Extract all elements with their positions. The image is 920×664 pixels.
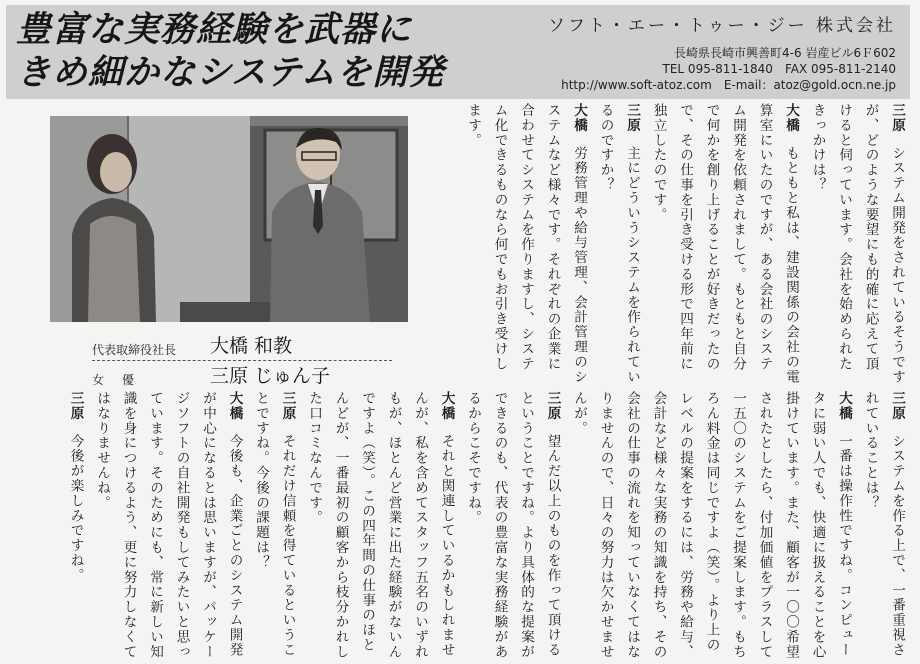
dialogue-text: それだけ信頼を得ているということですね。今後の課題は？: [253, 391, 296, 658]
company-phone-fax: [548, 61, 896, 77]
dialogue-text: システムを作る上で、一番重視されていることは？: [862, 391, 905, 658]
speaker-name: 三原: [624, 103, 640, 133]
dialogue-text: 今後が楽しみですね。: [67, 433, 84, 583]
dialogue-paragraph: [645, 103, 804, 385]
headline-line-1: 豊富な実務経験を武器に: [16, 10, 413, 50]
dialogue-paragraph: [89, 391, 248, 661]
header-band: [6, 5, 910, 99]
company-info: [548, 11, 896, 93]
dialogue-paragraph: [301, 391, 460, 661]
speaker-name: 三原: [889, 103, 905, 133]
dialogue-text: 労務管理や給与管理、会計管理のシステムなど様々です。それぞれの企業に合わせてシステムを作りますし、システム化できるものなら何でもお引き受けします。: [465, 103, 587, 385]
dialogue-paragraph: [460, 391, 566, 661]
caption-actress-name: 三原 じゅん子: [210, 365, 331, 387]
speaker-name: 大橋: [438, 391, 455, 421]
dialogue-text: システム開発をされているそうですが、どのような要望にも的確に応えて頂けると伺っています。会社を始められたきっかけは？: [809, 103, 905, 385]
company-website[interactable]: http://www.soft-atoz.com: [561, 78, 712, 92]
speaker-name: 大橋: [836, 391, 852, 421]
company-tel: TEL 095-811-1840: [662, 62, 773, 76]
speaker-name: 三原: [544, 391, 561, 421]
company-email[interactable]: E-mail：atoz@gold.ocn.ne.jp: [723, 78, 896, 92]
caption-actress: [92, 360, 392, 390]
speaker-name: 三原: [279, 391, 296, 421]
dialogue-paragraph: [804, 103, 910, 385]
company-address: 長崎県長崎市興善町4-6 岩産ビル6Ｆ602: [674, 46, 896, 60]
dialogue-paragraph: [62, 391, 89, 661]
dialogue-text: もともと私は、建設関係の会社の電算室にいたのですが、ある会社のシステム開発を依頼されまして。もともと自分で何かを創り上げることが好きだったので、その仕事を引き受ける形で四年前に独立したのです。: [650, 103, 799, 385]
caption-president: [92, 330, 392, 360]
speaker-name: 大橋: [226, 391, 243, 421]
company-name: ソフト・エー・トゥー・ジー 株式会社: [548, 16, 896, 36]
company-fax: FAX 095-811-2140: [784, 62, 896, 76]
speaker-name: 三原: [889, 391, 905, 421]
speaker-name: 大橋: [783, 103, 799, 133]
interview-photo: [50, 116, 408, 322]
interview-photo-illustration: [50, 116, 408, 322]
speaker-name: 三原: [67, 391, 84, 421]
dialogue-text: 一番は操作性ですね。コンピュータに弱い人でも、快適に扱えることを心掛けています。また、顧客が一〇〇希望されたとしたら、付加価値をプラスして一五〇のシステムをご提案します。もちろん料金は同じですよ（笑）。より上のレベルの提案をするには、労務や給与、会計など様々な実務の知識を持ち、その会社の仕事の流れを知っていなくてはなりませんので、日々の努力は欠かせませんが。: [571, 391, 852, 660]
interview-text-lower: [45, 391, 910, 661]
caption-president-title: 代表取締役社長: [92, 343, 177, 357]
dialogue-paragraph: [248, 391, 301, 661]
dialogue-paragraph: [592, 103, 645, 385]
speaker-name: 大橋: [571, 103, 587, 133]
dialogue-text: 望んだ以上のものを作って頂けるということですね。より具体的な提案ができるのも、代表の豊富な実務経験があるからこそですね。: [465, 391, 561, 660]
caption-president-name: 大橋 和教: [210, 335, 293, 357]
dialogue-paragraph: [460, 103, 593, 385]
headline: [16, 9, 536, 95]
dialogue-paragraph: [566, 391, 858, 661]
dialogue-text: それと関連しているかもしれませんが、私を含めてスタッフ五名のいずれもが、ほとんど営業に出た経験がないんですよ（笑）。この四年間の仕事のほとんどが、一番最初の顧客から枝分かれした口コミなんです。: [306, 391, 455, 660]
company-web-email: [548, 77, 896, 93]
caption-actress-title: 女優: [92, 373, 153, 387]
interview-text-upper: [442, 103, 910, 385]
headline-line-2: きめ細かなシステムを開発: [16, 53, 445, 93]
photo-captions: [92, 330, 392, 390]
dialogue-text: 主にどういうシステムを作られているのですか？: [597, 103, 640, 385]
dialogue-paragraph: [857, 391, 910, 661]
dialogue-text: 今後も、企業ごとのシステム開発が中心になるとは思いますが、パッケージソフトの自社開発もしてみたいと思っています。そのためにも、常に新しい知識を身につけるよう、更に努力しなくてはなりませんね。: [94, 391, 243, 660]
